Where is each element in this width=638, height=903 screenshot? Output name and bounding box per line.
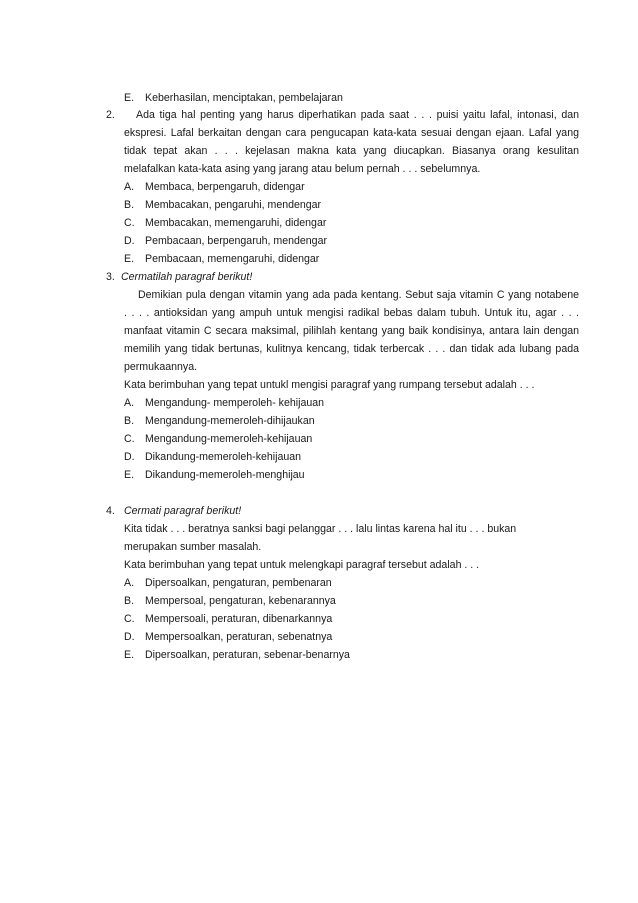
paragraph-line: merupakan sumber masalah.: [124, 541, 262, 553]
paragraph-line: permukaannya.: [124, 361, 198, 373]
paragraph-line: . . . . antioksidan yang ampuh untuk mengisi radikal bebas dalam tubuh. Untuk itu, agar . . .: [124, 307, 579, 319]
option-letter: D.: [124, 631, 135, 643]
paragraph-line: Demikian pula dengan vitamin yang ada pada kentang. Sebut saja vitamin C yang notabene: [138, 289, 579, 301]
question-number: 3.: [106, 271, 115, 283]
option-text: Dikandung-memeroleh-menghijau: [145, 469, 305, 481]
option-text: Membacakan, memengaruhi, didengar: [145, 217, 327, 229]
option-letter: E.: [124, 92, 135, 104]
question-instruction: Cermati paragraf berikut!: [124, 505, 242, 517]
question-text-line: Ada tiga hal penting yang harus diperhatikan pada saat . . . puisi yaitu lafal, intonasi, dan: [136, 109, 579, 121]
option-letter: A.: [124, 181, 135, 193]
option-letter: E.: [124, 253, 135, 265]
option-letter: E.: [124, 469, 135, 481]
option-text: Mengandung-memeroleh-dihijaukan: [145, 415, 315, 427]
option-text: Membacakan, pengaruhi, mendengar: [145, 199, 322, 211]
option-text: Pembacaan, memengaruhi, didengar: [145, 253, 320, 265]
option-text: Dipersoalkan, peraturan, sebenar-benarnya: [145, 649, 350, 661]
option-letter: C.: [124, 613, 135, 625]
option-letter: D.: [124, 235, 135, 247]
question-prompt: Kata berimbuhan yang tepat untukl mengisi paragraf yang rumpang tersebut adalah . . .: [124, 379, 535, 391]
question-instruction: Cermatilah paragraf berikut!: [121, 271, 253, 283]
option-text: Mengandung- memperoleh- kehijauan: [145, 397, 325, 409]
option-text: Pembacaan, berpengaruh, mendengar: [145, 235, 327, 247]
option-letter: B.: [124, 415, 135, 427]
option-letter: B.: [124, 595, 135, 607]
paragraph-line: Kita tidak . . . beratnya sanksi bagi pelanggar . . . lalu lintas karena hal itu . . . bukan: [124, 523, 517, 535]
question-prompt: Kata berimbuhan yang tepat untuk melengkapi paragraf tersebut adalah . . .: [124, 559, 480, 571]
paragraph-line: manfaat vitamin C secara maksimal, pilihlah kentang yang baik kondisinya, antara lain dengan: [124, 325, 579, 337]
paragraph-line: memilih yang tidak bertunas, kulitnya kencang, tidak terbercak . . . dan tidak ada lubang pada: [124, 343, 579, 355]
question-text-line: tidak tepat akan . . . kejelasan makna kata yang diucapkan. Biasanya orang kesulitan: [124, 145, 579, 157]
question-text-line: ekspresi. Lafal berkaitan dengan cara pengucapan kata-kata sesuai dengan ejaan. Lafal yang: [124, 127, 579, 139]
option-text: Mempersoali, peraturan, dibenarkannya: [145, 613, 333, 625]
option-text: Mempersoal, pengaturan, kebenarannya: [145, 595, 336, 607]
option-letter: C.: [124, 217, 135, 229]
option-text: Membaca, berpengaruh, didengar: [145, 181, 305, 193]
option-letter: A.: [124, 577, 135, 589]
question-text-line: melafalkan kata-kata asing yang jarang atau belum pernah . . . sebelumnya.: [124, 163, 481, 175]
option-text: Dikandung-memeroleh-kehijauan: [145, 451, 302, 463]
option-text: Mempersoalkan, peraturan, sebenatnya: [145, 631, 333, 643]
option-text: Dipersoalkan, pengaturan, pembenaran: [145, 577, 332, 589]
question-number: 4.: [106, 505, 115, 517]
option-letter: E.: [124, 649, 135, 661]
option-text: Keberhasilan, menciptakan, pembelajaran: [145, 92, 343, 104]
option-text: Mengandung-memeroleh-kehijauan: [145, 433, 313, 445]
option-letter: A.: [124, 397, 135, 409]
option-letter: D.: [124, 451, 135, 463]
option-letter: B.: [124, 199, 135, 211]
option-letter: C.: [124, 433, 135, 445]
question-number: 2.: [106, 109, 115, 121]
